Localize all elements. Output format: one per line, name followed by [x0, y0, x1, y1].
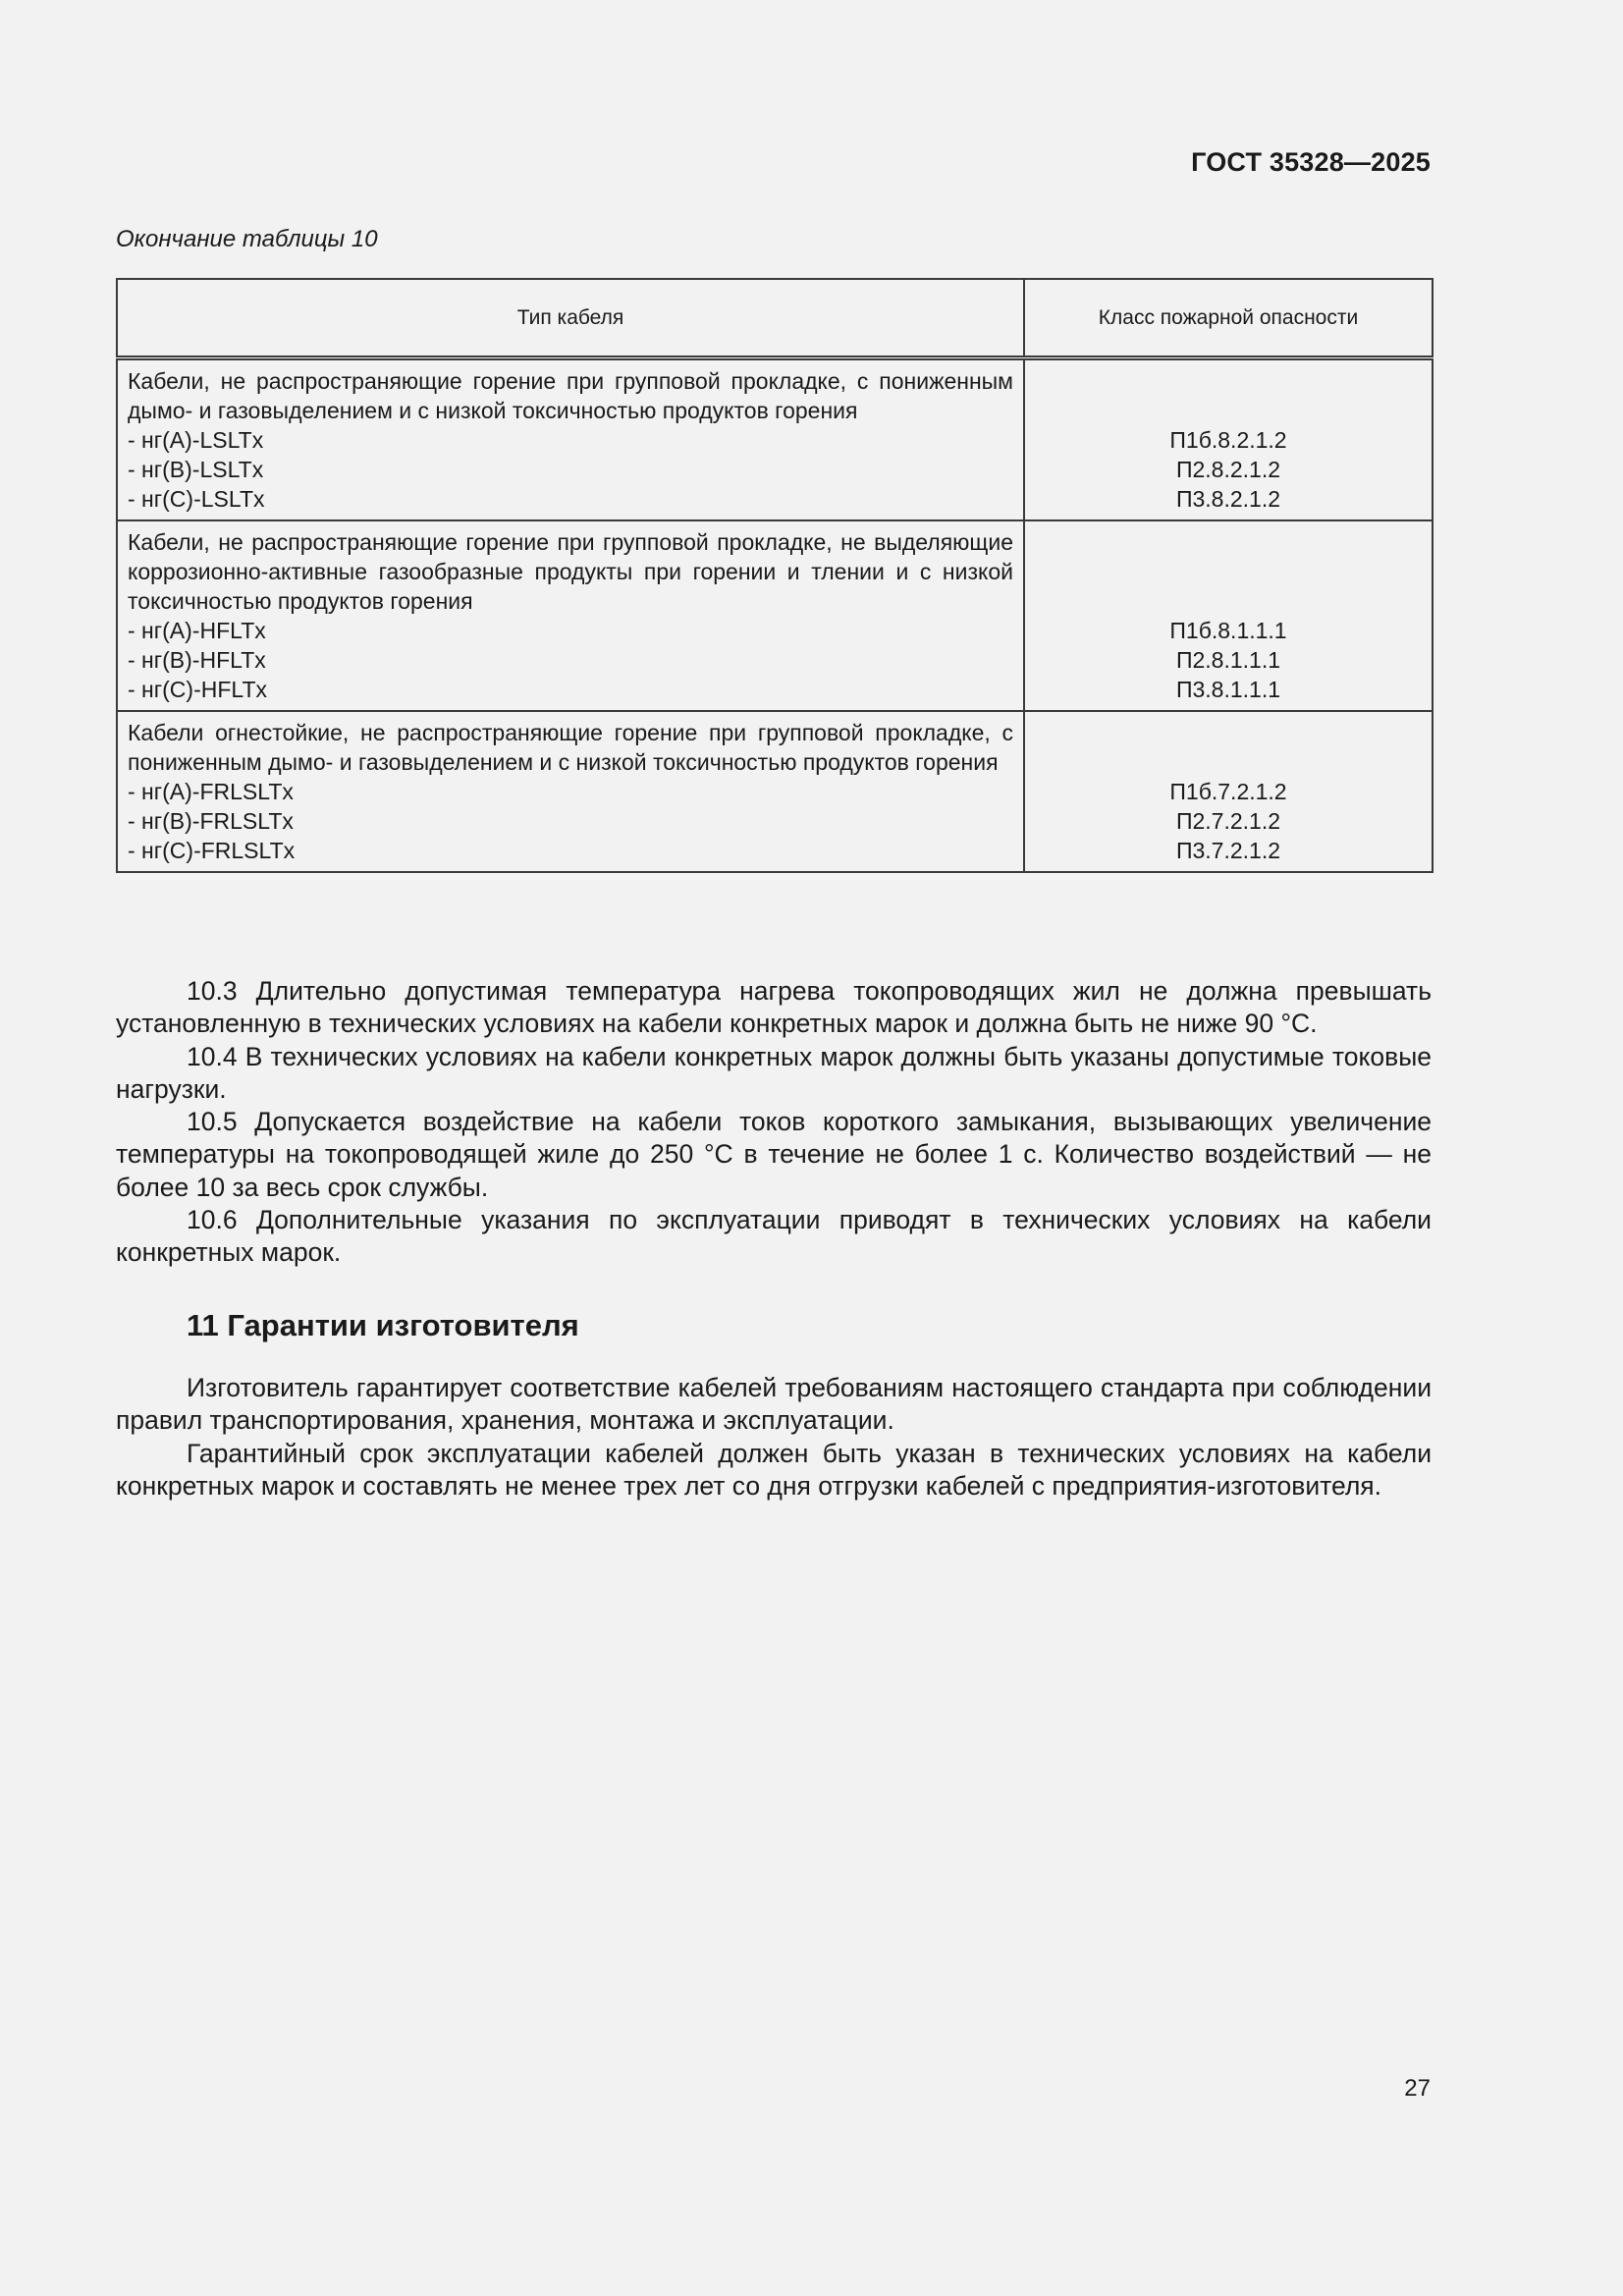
- cable-type-cell: [117, 358, 1024, 521]
- document-code: ГОСТ 35328—2025: [1191, 147, 1431, 177]
- clause-10-4: 10.4 В технических условиях на кабели конкретных марок должны быть указаны допустимые токовые нагрузки.: [116, 1041, 1432, 1104]
- fire-class-value: П2.8.1.1.1: [1175, 647, 1281, 673]
- clause-10-3: 10.3 Длительно допустимая температура нагрева токопроводящих жил не должна превышать установленную в технических условиях на кабели конкретных марок и должна быть не ниже 90 °С.: [116, 976, 1432, 1039]
- section-paragraph: Гарантийный срок эксплуатации кабелей должен быть указан в технических условиях на кабели конкретных марок и составлять не менее трех лет со дня отгрузки кабелей с предприятия-изготовителя.: [116, 1438, 1432, 1501]
- fire-class-cell: [1024, 358, 1433, 521]
- cable-fire-class-table: [116, 278, 1434, 873]
- cable-type-description: Кабели, не распространяющие горение при групповой прокладке, не выделяющие коррозионно-активные газообразные продукты при горении и тлении и с низкой токсичностью продуктов горения: [128, 529, 1013, 614]
- cable-brand: - нг(A)-FRLSLTx: [128, 779, 294, 804]
- cable-brand: - нг(A)-LSLTx: [128, 427, 264, 453]
- section-paragraph: Изготовитель гарантирует соответствие кабелей требованиям настоящего стандарта при соблюдении правил транспортирования, хранения, монтажа и эксплуатации.: [116, 1373, 1432, 1436]
- table-row: [117, 711, 1433, 872]
- fire-class-value: П1б.8.2.1.2: [1169, 427, 1287, 453]
- cable-type-cell: [117, 520, 1024, 711]
- fire-class-value: П3.8.1.1.1: [1175, 677, 1281, 702]
- fire-class-value: П3.7.2.1.2: [1175, 838, 1281, 863]
- cable-brand: - нг(B)-HFLTx: [128, 647, 266, 673]
- clause-10-6: 10.6 Дополнительные указания по эксплуатации приводят в технических условиях на кабели конкретных марок.: [116, 1205, 1432, 1268]
- cable-brand: - нг(C)-LSLTx: [128, 486, 265, 512]
- section-heading: 11 Гарантии изготовителя: [187, 1308, 579, 1342]
- fire-class-cell: [1024, 520, 1433, 711]
- fire-class-value: П2.8.2.1.2: [1175, 457, 1281, 482]
- cable-type-cell: [117, 711, 1024, 872]
- cable-brand: - нг(B)-FRLSLTx: [128, 808, 294, 834]
- fire-class-value: П3.8.2.1.2: [1175, 486, 1281, 512]
- operation-clauses: [116, 975, 1432, 1270]
- column-header-cable-type: Тип кабеля: [117, 279, 1024, 358]
- cable-type-description: Кабели, не распространяющие горение при групповой прокладке, с пониженным дымо- и газовыделением и с низкой токсичностью продуктов горения: [128, 368, 1013, 423]
- cable-type-description: Кабели огнестойкие, не распространяющие горение при групповой прокладке, с пониженным дымо- и газовыделением и с низкой токсичностью продуктов горения: [128, 720, 1013, 775]
- section-body: [116, 1372, 1432, 1503]
- table-row: [117, 358, 1433, 521]
- cable-brand: - нг(B)-LSLTx: [128, 457, 264, 482]
- clause-10-5: 10.5 Допускается воздействие на кабели токов короткого замыкания, вызывающих увеличение температуры на токопроводящей жиле до 250 °С в течение не более 1 с. Количество воздействий — не более 10 за весь срок службы.: [116, 1107, 1432, 1202]
- fire-class-value: П1б.8.1.1.1: [1169, 618, 1287, 643]
- column-header-fire-class: Класс пожарной опасности: [1024, 279, 1433, 358]
- fire-class-cell: [1024, 711, 1433, 872]
- cable-brand: - нг(C)-HFLTx: [128, 677, 268, 702]
- table-row: [117, 520, 1433, 711]
- table-header-row: [117, 279, 1433, 358]
- fire-class-value: П2.7.2.1.2: [1175, 808, 1281, 834]
- table-caption: Окончание таблицы 10: [116, 226, 378, 252]
- fire-class-value: П1б.7.2.1.2: [1169, 779, 1287, 804]
- cable-brand: - нг(A)-HFLTx: [128, 618, 266, 643]
- cable-brand: - нг(C)-FRLSLTx: [128, 838, 296, 863]
- page-number: 27: [1404, 2075, 1431, 2102]
